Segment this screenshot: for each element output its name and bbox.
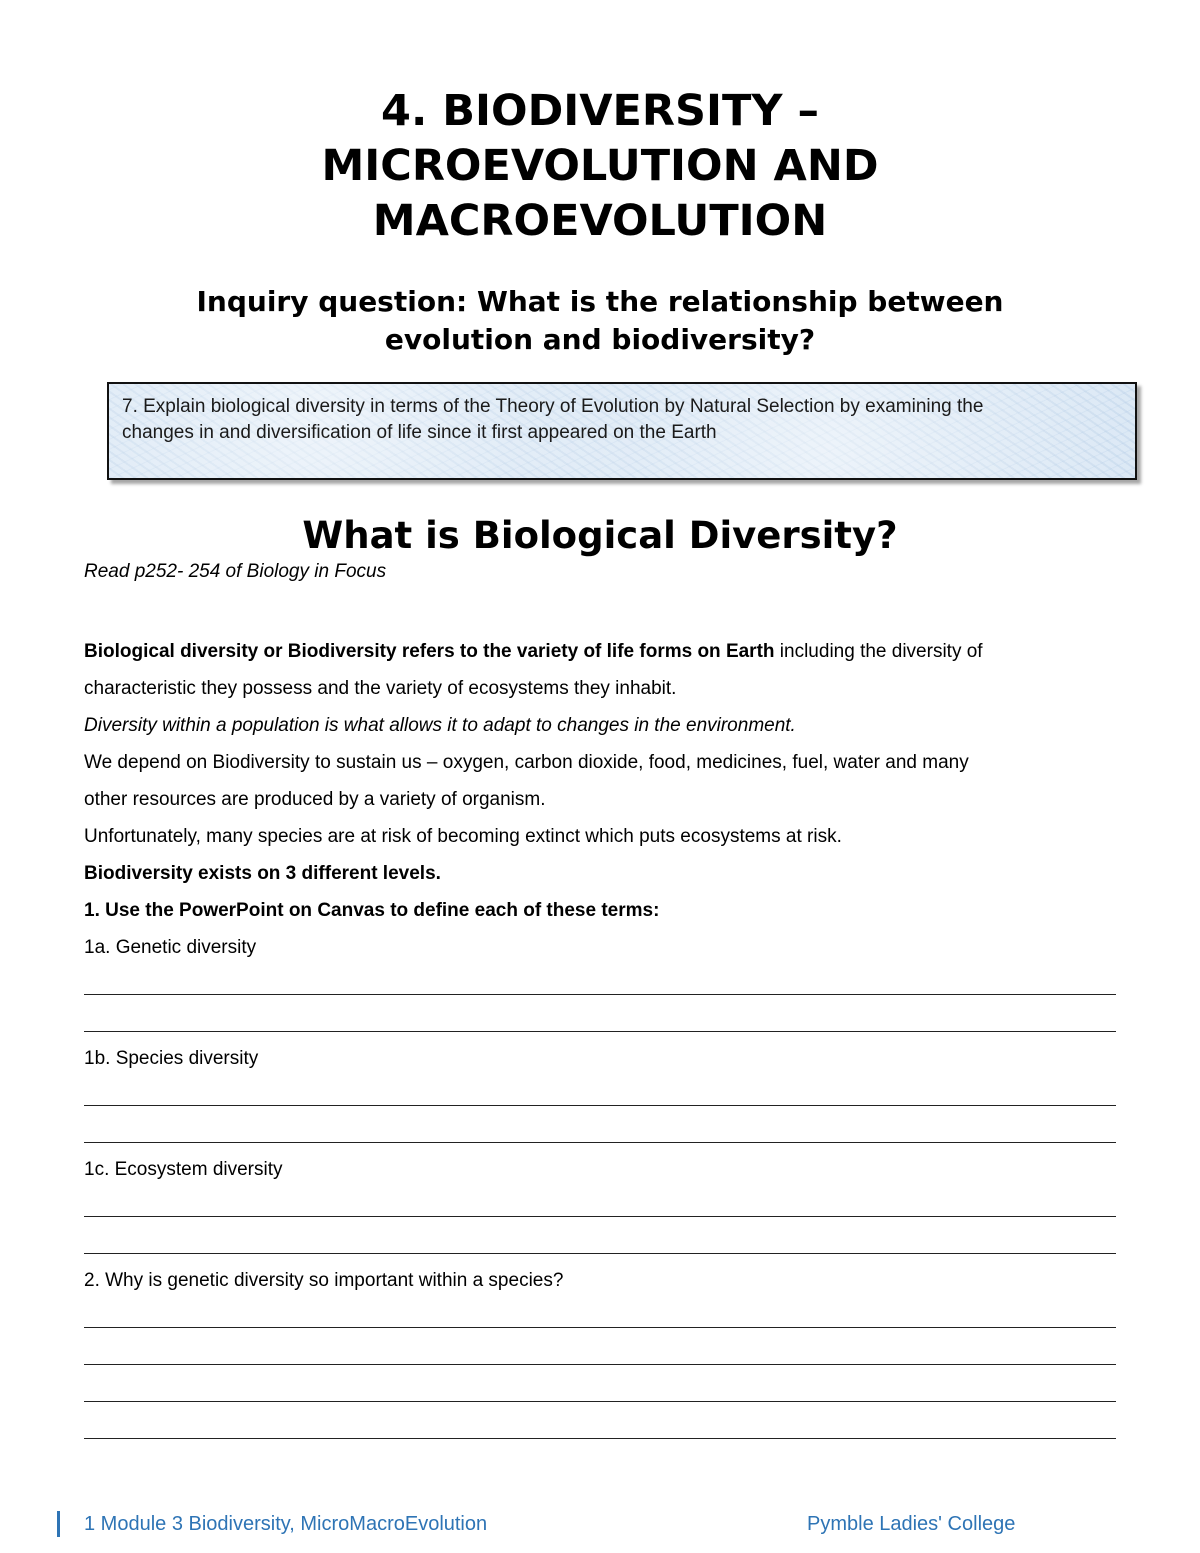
inquiry-line-2: evolution and biodiversity? xyxy=(384,323,816,356)
depend-line-2: other resources are produced by a variety of organism. xyxy=(84,789,546,810)
syllabus-outcome-box xyxy=(107,382,1137,480)
answer-line[interactable] xyxy=(84,1373,1124,1410)
page-footer xyxy=(57,1511,1157,1537)
footer-accent-bar xyxy=(57,1511,60,1537)
footer-module-text: 1 Module 3 Biodiversity, MicroMacroEvolution xyxy=(84,1513,488,1535)
question-1c: 1c. Ecosystem diversity xyxy=(84,1159,283,1180)
definition-paragraph xyxy=(84,633,1124,670)
answer-line[interactable] xyxy=(84,1336,1124,1373)
title-line-2: MICROEVOLUTION AND xyxy=(321,141,879,191)
question-1a: 1a. Genetic diversity xyxy=(84,937,257,958)
answer-line[interactable] xyxy=(84,1188,1124,1225)
depend-line-1: We depend on Biodiversity to sustain us – oxygen, carbon dioxide, food, medicines, fuel, water and many xyxy=(84,752,969,773)
footer-school-name: Pymble Ladies' College xyxy=(807,1513,1016,1535)
document-title xyxy=(0,84,1200,249)
levels-statement: Biodiversity exists on 3 different levels. xyxy=(84,863,441,884)
answer-line[interactable] xyxy=(84,1077,1124,1114)
outcome-line-2: changes in and diversification of life since it first appeared on the Earth xyxy=(122,422,717,443)
title-line-3: MACROEVOLUTION xyxy=(372,196,828,246)
reading-reference: Read p252- 254 of Biology in Focus xyxy=(84,561,387,582)
outcome-line-1: 7. Explain biological diversity in terms of the Theory of Evolution by Natural Selection by examining the xyxy=(122,396,984,417)
definition-bold: Biological diversity or Biodiversity refers to the variety of life forms on Earth xyxy=(84,641,775,662)
inquiry-line-1: Inquiry question: What is the relationship between xyxy=(196,285,1004,318)
answer-line[interactable] xyxy=(84,1225,1124,1262)
adapt-statement: Diversity within a population is what allows it to adapt to changes in the environment. xyxy=(84,715,796,736)
worksheet-body xyxy=(84,633,1124,1447)
title-line-1: 4. BIODIVERSITY – xyxy=(381,86,819,136)
section-heading: What is Biological Diversity? xyxy=(302,514,898,557)
inquiry-question xyxy=(0,283,1200,359)
answer-line[interactable] xyxy=(84,966,1124,1003)
definition-rest: including the diversity of xyxy=(774,641,983,662)
definition-line-2: characteristic they possess and the variety of ecosystems they inhabit. xyxy=(84,678,677,699)
question-1: 1. Use the PowerPoint on Canvas to define each of these terms: xyxy=(84,900,660,921)
risk-statement: Unfortunately, many species are at risk of becoming extinct which puts ecosystems at risk. xyxy=(84,826,842,847)
answer-line[interactable] xyxy=(84,1003,1124,1040)
answer-line[interactable] xyxy=(84,1410,1124,1447)
answer-line[interactable] xyxy=(84,1299,1124,1336)
answer-line[interactable] xyxy=(84,1114,1124,1151)
question-1b: 1b. Species diversity xyxy=(84,1048,259,1069)
question-2: 2. Why is genetic diversity so important within a species? xyxy=(84,1270,564,1291)
